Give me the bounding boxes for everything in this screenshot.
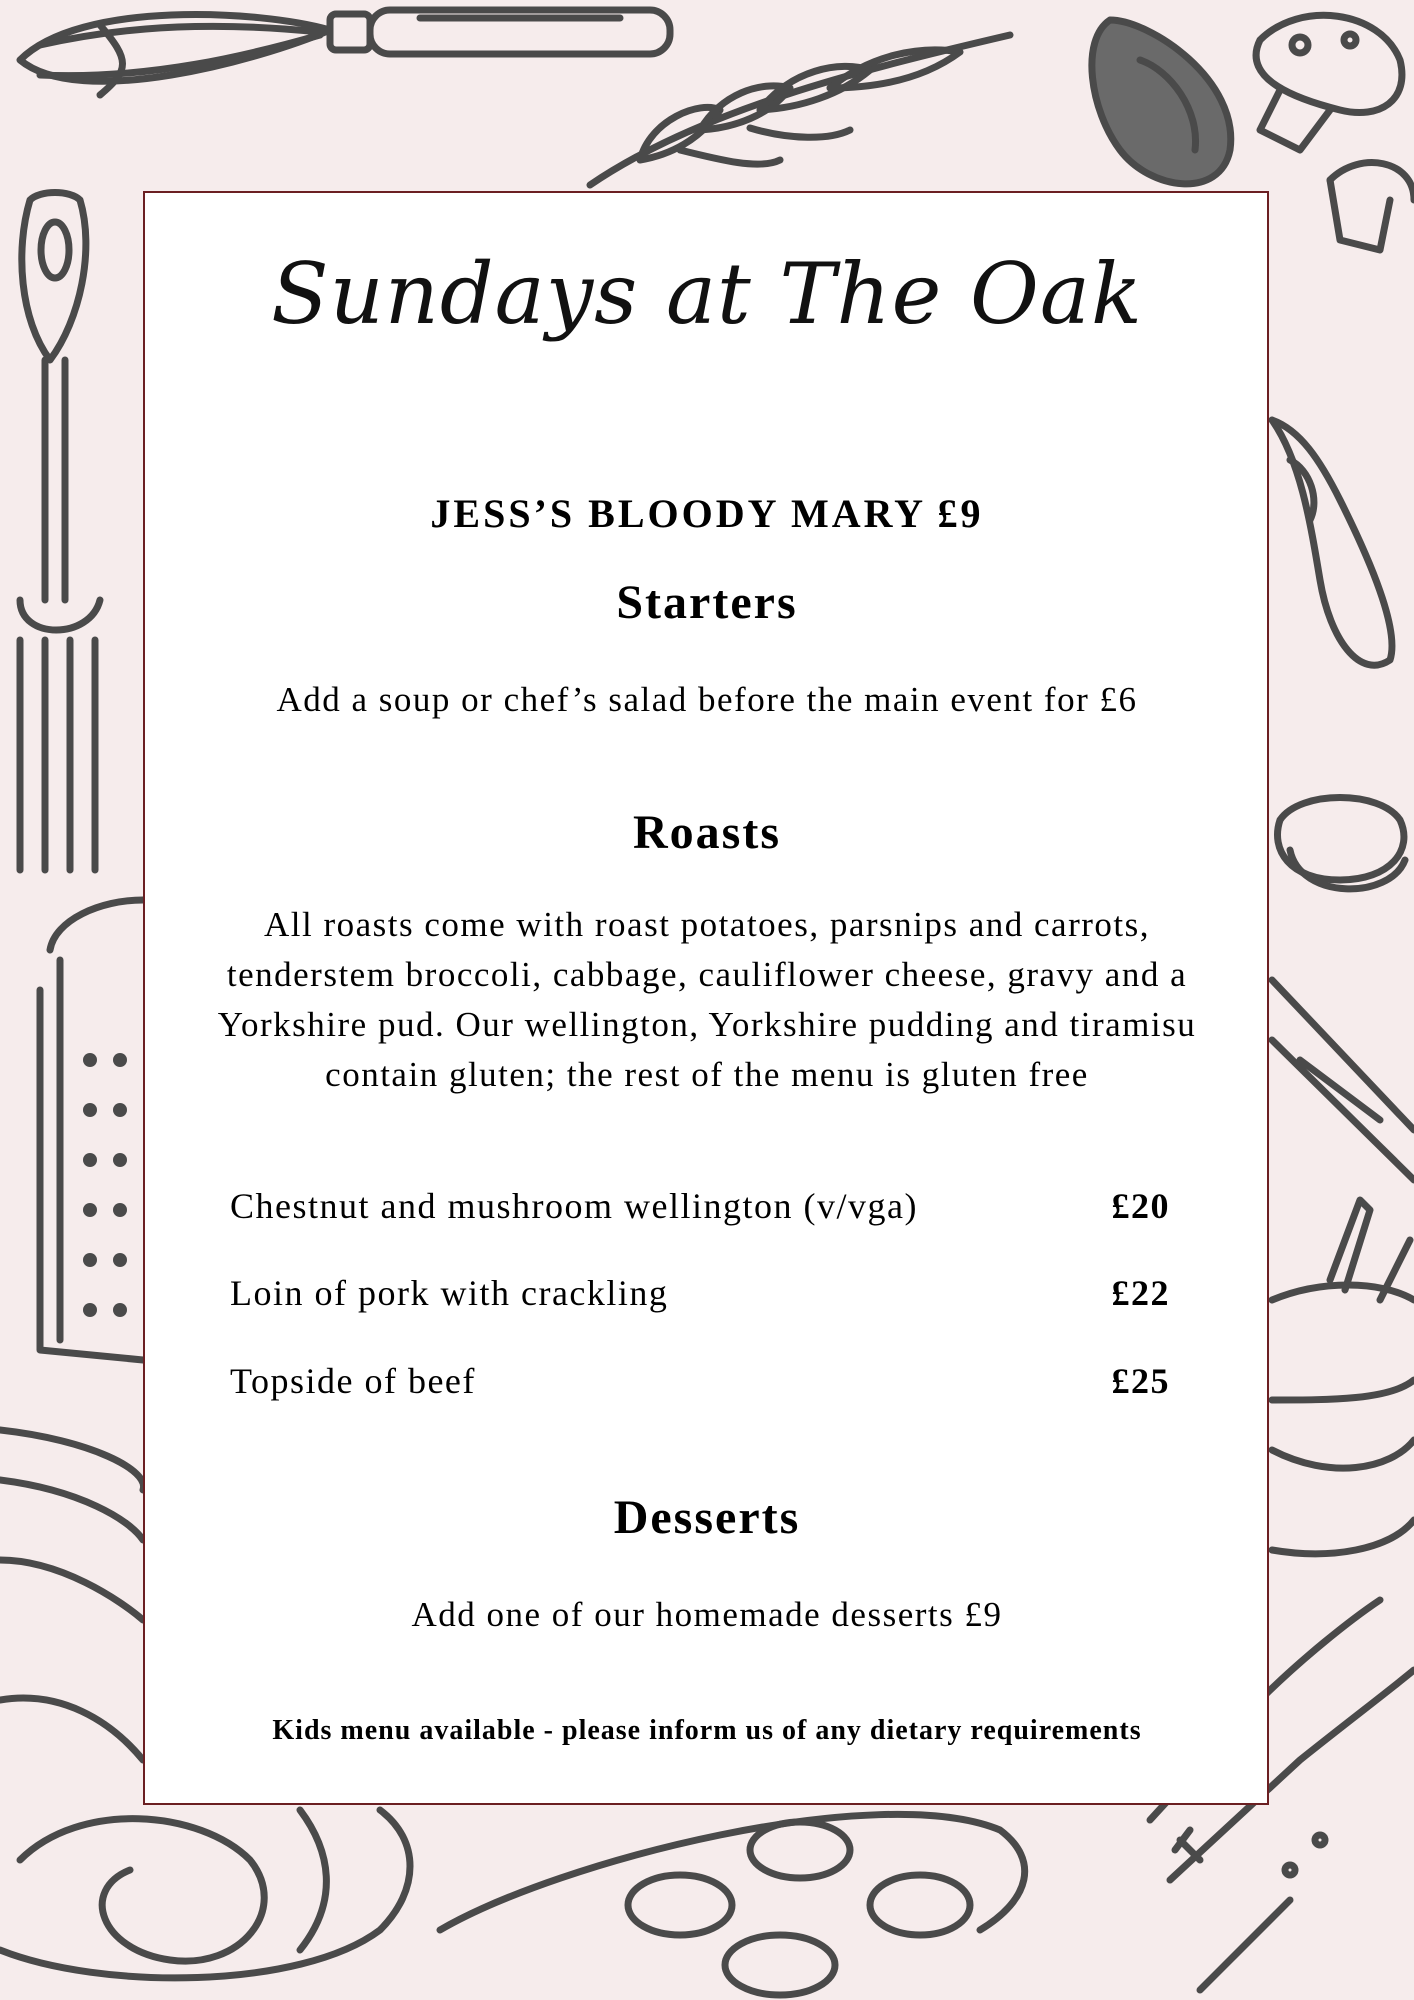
- featured-drink: JESS’S BLOODY MARY £9: [430, 491, 984, 536]
- menu-item: [230, 1185, 1170, 1235]
- cheese-grater-icon: [40, 900, 143, 1360]
- cutting-board-icon: [1272, 980, 1414, 1180]
- menu-item: [230, 1272, 1170, 1322]
- spoon-icon: [1092, 20, 1231, 184]
- menu-title-text: Sundays at The Oak: [271, 245, 1143, 343]
- dietary-note: Kids menu available - please inform us of any dietary requirements: [272, 1715, 1142, 1746]
- mushroom-icon: [1256, 15, 1414, 250]
- menu-item-price: £22: [1111, 1273, 1170, 1313]
- menu-item-name: Loin of pork with crackling: [230, 1273, 669, 1313]
- menu-item-price: £20: [1111, 1186, 1170, 1226]
- menu-item: [230, 1360, 1170, 1410]
- muffin-tray-icon: [440, 1814, 1025, 1995]
- rosemary-sprig-icon: [590, 35, 1010, 185]
- roasts-description: All roasts come with roast potatoes, parsnips and carrots, tenderstem broccoli, cabbage, cauliflower cheese, gravy and a Yorkshire pud. Our wellington, Yorkshire pudding and tiramisu contain gluten; the rest of the menu is gluten free: [217, 905, 1197, 1094]
- desserts-heading: Desserts: [613, 1491, 801, 1544]
- starters-description: Add a soup or chef’s salad before the main event for £6: [276, 680, 1138, 719]
- menu-item-name: Topside of beef: [230, 1361, 476, 1401]
- roasts-heading: Roasts: [632, 806, 781, 859]
- starters-heading: Starters: [616, 576, 798, 629]
- desserts-description: Add one of our homemade desserts £9: [411, 1595, 1003, 1634]
- menu-item-price: £25: [1111, 1361, 1170, 1401]
- menu-item-name: Chestnut and mushroom wellington (v/vga): [230, 1186, 918, 1226]
- whisk-icon: [20, 10, 670, 95]
- menu-title: [0, 245, 1414, 405]
